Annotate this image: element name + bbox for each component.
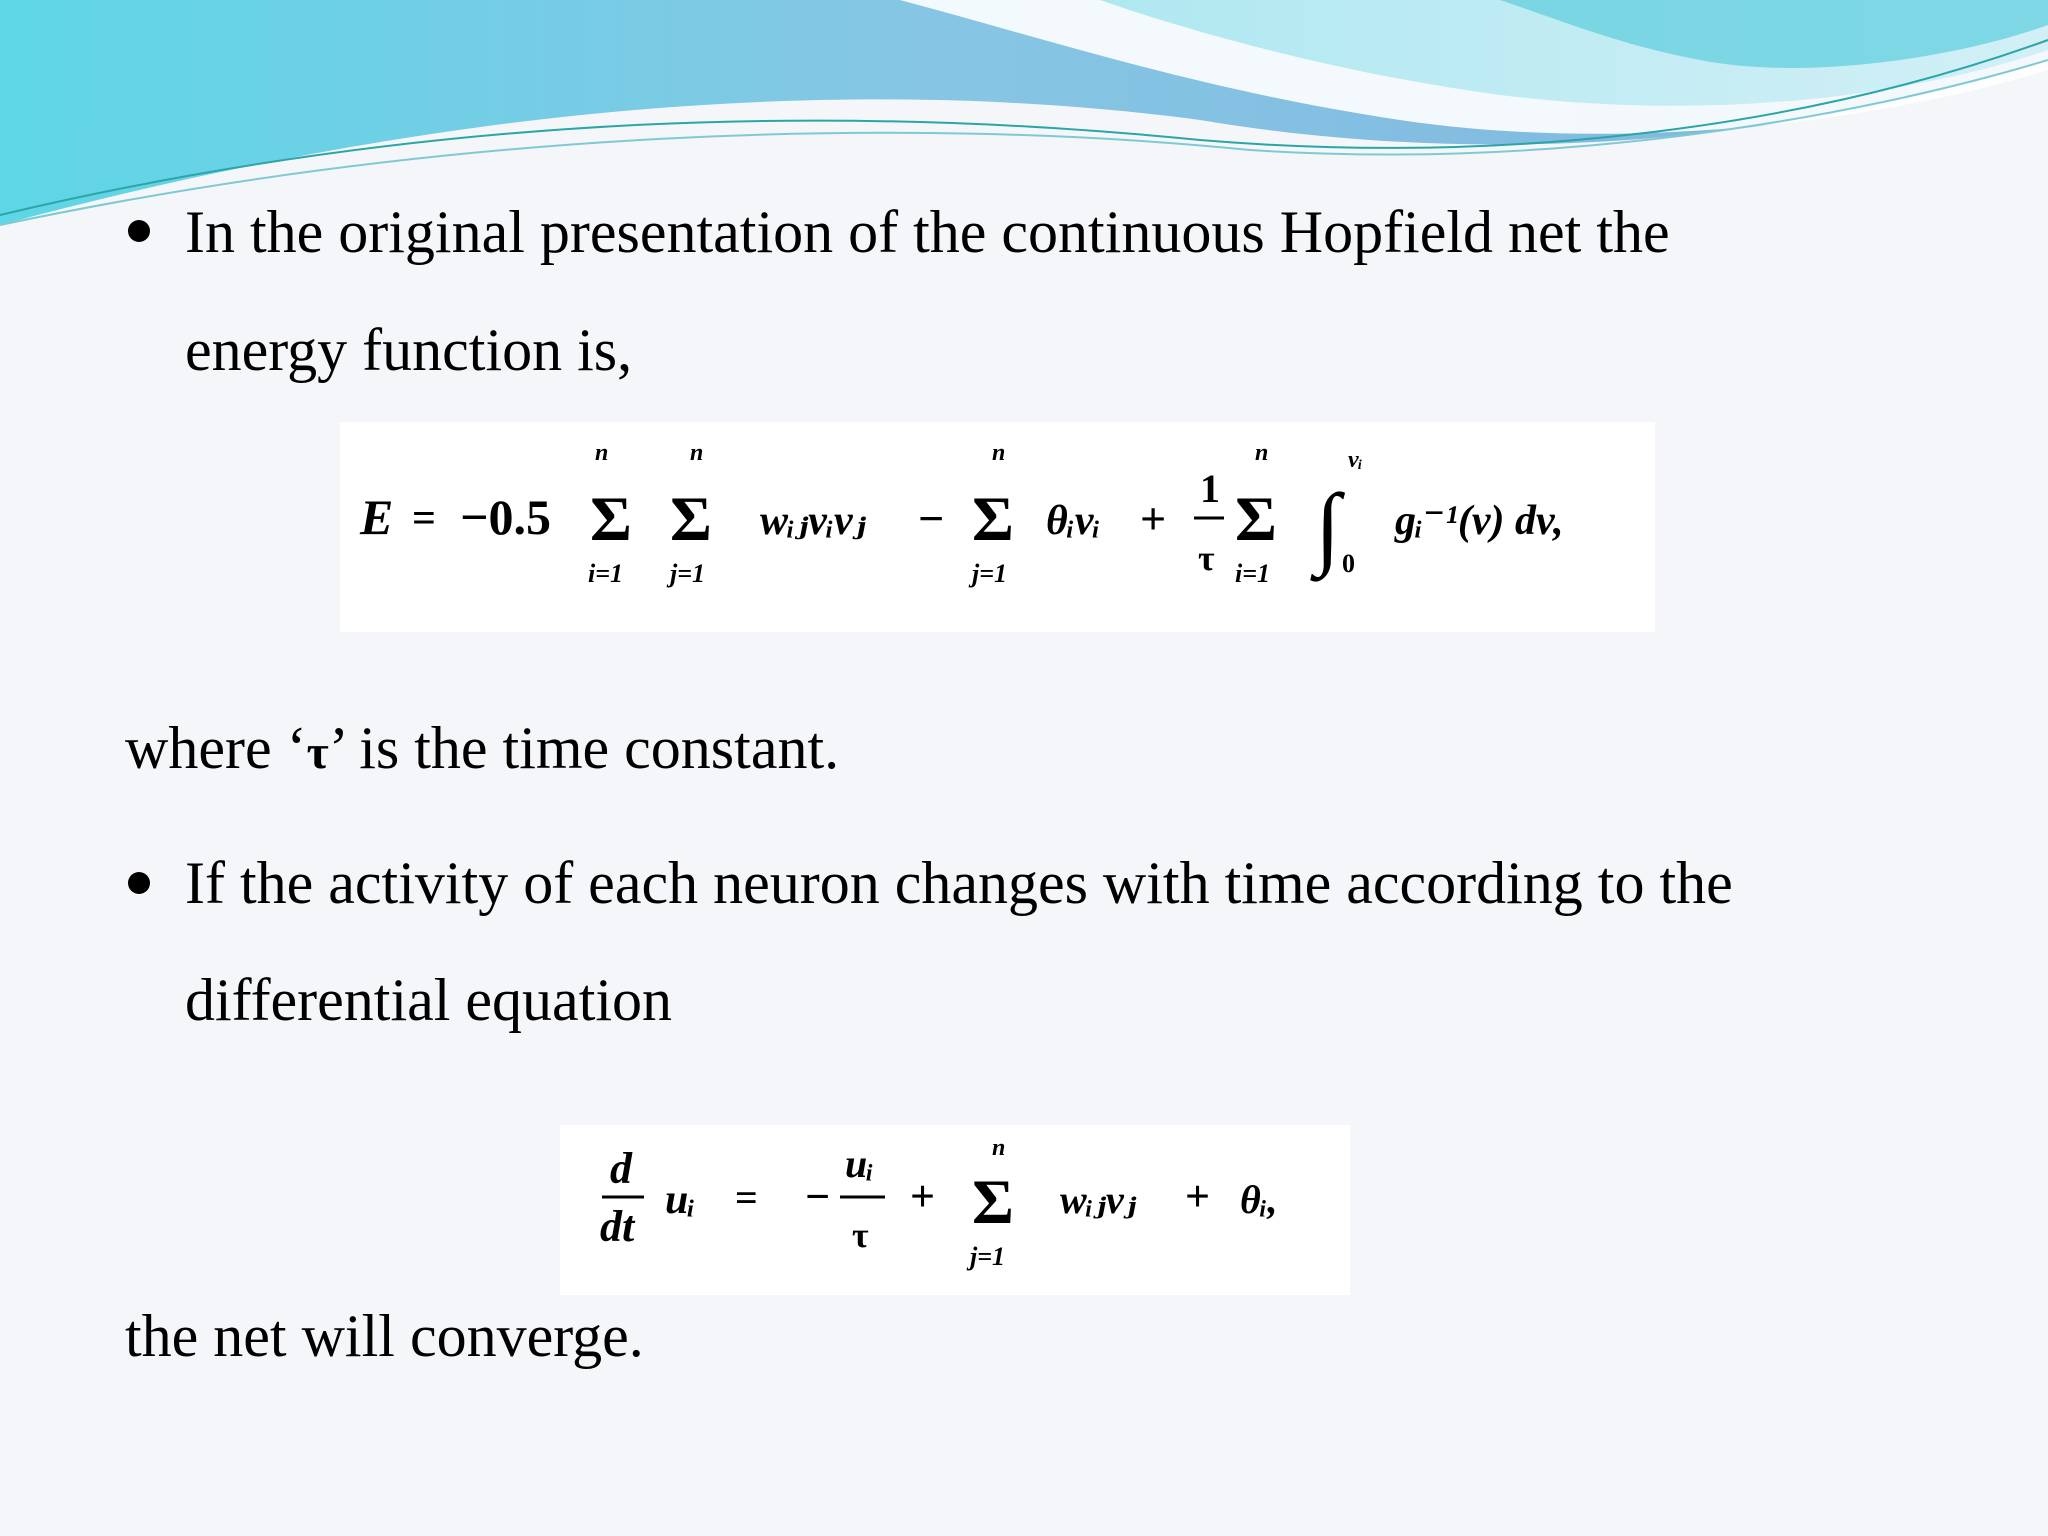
eq1-sum4-sigma: Σ: [1235, 483, 1277, 554]
eq1-sum1-lower: i=1: [588, 559, 624, 588]
eq1-integral: ∫: [1315, 475, 1341, 577]
eq2-plus2: +: [1185, 1172, 1211, 1221]
eq1-g-term: gᵢ⁻¹(v) dv,: [1395, 498, 1564, 544]
eq2-plus: +: [910, 1172, 936, 1221]
eq2-equals: =: [735, 1175, 758, 1220]
eq2-dt: dt: [600, 1202, 635, 1251]
eq1-sum3-lower: j=1: [972, 559, 1008, 588]
eq2-d: d: [610, 1144, 632, 1193]
eq1-frac-numerator: 1: [1200, 466, 1220, 511]
eq1-minus: −: [918, 493, 945, 544]
eq2-u: uᵢ: [665, 1177, 696, 1223]
bullet2-line1: If the activity of each neuron changes with time according to the: [185, 850, 1733, 916]
bullet1-line2: energy function is,: [185, 317, 633, 383]
eq2-sum-lower: j=1: [970, 1242, 1006, 1271]
eq1-integral-upper: vᵢ: [1348, 447, 1363, 473]
bullet2-line2: differential equation: [185, 967, 673, 1033]
eq2-sum-upper: n: [992, 1135, 1006, 1161]
conclusion-line: the net will converge.: [125, 1303, 644, 1369]
eq1-sum2-upper: n: [690, 440, 704, 466]
eq1-theta-term: θᵢvᵢ: [1046, 498, 1101, 544]
bullet-point-icon: [128, 872, 150, 894]
eq1-sum1-upper: n: [595, 440, 609, 466]
eq1-sum2-sigma: Σ: [670, 483, 712, 554]
eq1-sum4-upper: n: [1255, 440, 1269, 466]
eq1-frac-denominator: τ: [1198, 538, 1215, 578]
eq1-plus: +: [1140, 493, 1167, 544]
bullet-point-icon: [128, 220, 150, 242]
eq1-sum3-sigma: Σ: [972, 483, 1014, 554]
eq2-sum-sigma: Σ: [972, 1166, 1014, 1237]
eq1-sum4-lower: i=1: [1235, 559, 1271, 588]
eq1-coef: −0.5: [460, 489, 551, 545]
eq1-equals: =: [412, 496, 436, 542]
eq1-E: E: [360, 489, 394, 545]
where-suffix: ’ is the time constant.: [328, 715, 840, 781]
eq2-minus: −: [805, 1172, 831, 1221]
where-prefix: where ‘: [125, 715, 307, 781]
eq1-sum3-upper: n: [992, 440, 1006, 466]
where-line: [125, 715, 840, 783]
differential-equation: [560, 1125, 1350, 1295]
eq1-integral-lower: 0: [1342, 549, 1355, 578]
eq2-theta-term: θᵢ,: [1240, 1177, 1278, 1222]
eq2-frac-numerator: uᵢ: [845, 1141, 875, 1186]
eq1-weight-term: wᵢⱼvᵢvⱼ: [760, 498, 866, 544]
energy-equation: [340, 422, 1655, 632]
eq2-frac-denominator: τ: [852, 1215, 869, 1255]
eq1-sum2-lower: j=1: [670, 559, 706, 588]
where-tau: τ: [306, 726, 329, 779]
eq2-weight-term: wᵢⱼvⱼ: [1060, 1177, 1137, 1222]
bullet1-line1: In the original presentation of the continuous Hopfield net the: [185, 199, 1670, 265]
eq1-sum1-sigma: Σ: [590, 483, 632, 554]
